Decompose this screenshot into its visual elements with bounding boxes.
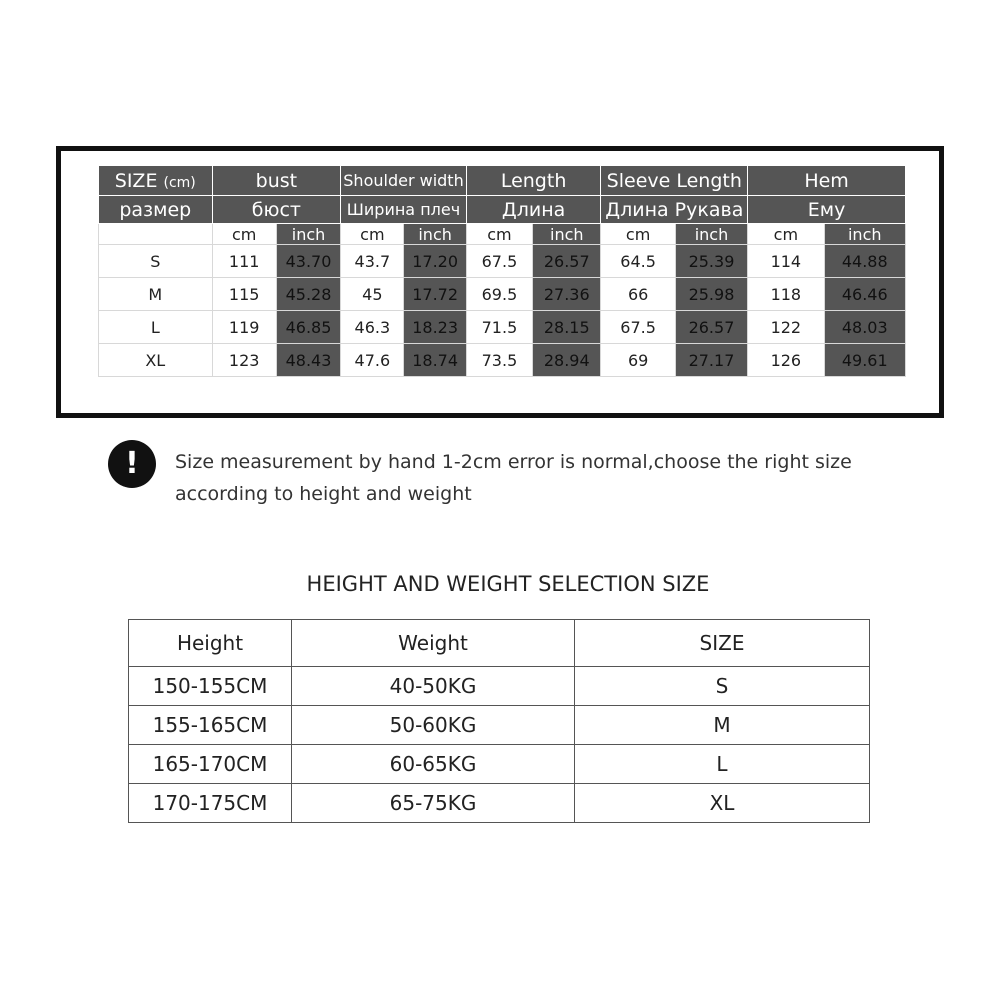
header-length-ru: Длина	[466, 196, 601, 224]
measurement-note	[108, 440, 938, 510]
value-cell: 71.5	[466, 311, 532, 344]
value-cell: 45	[341, 278, 404, 311]
value-cell: 118	[748, 278, 824, 311]
header-height: Height	[129, 620, 292, 667]
value-cell: 119	[212, 311, 276, 344]
note-text: Size measurement by hand 1-2cm error is normal,choose the right size according to height and weight	[175, 451, 852, 505]
weight-cell: 50-60KG	[292, 706, 575, 745]
unit-cm: cm	[748, 224, 824, 245]
header-shoulder-width-ru: Ширина плеч	[341, 196, 467, 224]
value-cell: 18.23	[404, 311, 466, 344]
value-cell: 26.57	[675, 311, 747, 344]
value-cell: 44.88	[824, 245, 905, 278]
value-cell: 48.03	[824, 311, 905, 344]
value-cell: 25.98	[675, 278, 747, 311]
value-cell: 28.15	[533, 311, 601, 344]
value-cell: 43.7	[341, 245, 404, 278]
weight-cell: 65-75KG	[292, 784, 575, 823]
value-cell: 126	[748, 344, 824, 377]
value-cell: 18.74	[404, 344, 466, 377]
size-cell: L	[575, 745, 870, 784]
size-chart-table	[98, 165, 906, 377]
value-cell: 48.43	[276, 344, 340, 377]
unit-cm: cm	[212, 224, 276, 245]
table-row	[129, 745, 870, 784]
size-cell: M	[575, 706, 870, 745]
header-size: SIZE (cm)	[99, 166, 213, 196]
value-cell: 67.5	[601, 311, 675, 344]
unit-blank	[99, 224, 213, 245]
value-cell: 17.20	[404, 245, 466, 278]
size-cell: S	[575, 667, 870, 706]
value-cell: 64.5	[601, 245, 675, 278]
unit-inch: inch	[824, 224, 905, 245]
value-cell: 27.17	[675, 344, 747, 377]
value-cell: 25.39	[675, 245, 747, 278]
size-label: XL	[99, 344, 213, 377]
unit-cm: cm	[466, 224, 532, 245]
value-cell: 46.85	[276, 311, 340, 344]
header-bust-ru: бюст	[212, 196, 341, 224]
header-sleeve-length: Sleeve Length	[601, 166, 748, 196]
value-cell: 46.3	[341, 311, 404, 344]
value-cell: 111	[212, 245, 276, 278]
size-label: M	[99, 278, 213, 311]
value-cell: 46.46	[824, 278, 905, 311]
height-cell: 150-155CM	[129, 667, 292, 706]
value-cell: 45.28	[276, 278, 340, 311]
value-cell: 115	[212, 278, 276, 311]
header-shoulder-width: Shoulder width	[341, 166, 467, 196]
header-sleeve-length-ru: Длина Рукава	[601, 196, 748, 224]
table-row	[129, 667, 870, 706]
value-cell: 69.5	[466, 278, 532, 311]
value-cell: 17.72	[404, 278, 466, 311]
value-cell: 114	[748, 245, 824, 278]
value-cell: 26.57	[533, 245, 601, 278]
value-cell: 47.6	[341, 344, 404, 377]
height-cell: 170-175CM	[129, 784, 292, 823]
weight-cell: 40-50KG	[292, 667, 575, 706]
section-title: HEIGHT AND WEIGHT SELECTION SIZE	[306, 572, 710, 596]
size-chart-frame	[56, 146, 944, 418]
exclamation-icon: !	[108, 440, 156, 488]
value-cell: 67.5	[466, 245, 532, 278]
header-hem: Hem	[748, 166, 906, 196]
unit-cm: cm	[341, 224, 404, 245]
header-size: SIZE	[575, 620, 870, 667]
height-weight-table	[128, 619, 870, 823]
unit-inch: inch	[675, 224, 747, 245]
value-cell: 69	[601, 344, 675, 377]
size-label: L	[99, 311, 213, 344]
table-row	[99, 311, 906, 344]
header-length: Length	[466, 166, 601, 196]
value-cell: 66	[601, 278, 675, 311]
table-row	[99, 245, 906, 278]
value-cell: 43.70	[276, 245, 340, 278]
value-cell: 123	[212, 344, 276, 377]
height-cell: 165-170CM	[129, 745, 292, 784]
table-row	[129, 784, 870, 823]
header-size-ru: размер	[99, 196, 213, 224]
value-cell: 28.94	[533, 344, 601, 377]
unit-inch: inch	[404, 224, 466, 245]
value-cell: 27.36	[533, 278, 601, 311]
header-bust: bust	[212, 166, 341, 196]
unit-cm: cm	[601, 224, 675, 245]
weight-cell: 60-65KG	[292, 745, 575, 784]
unit-inch: inch	[276, 224, 340, 245]
value-cell: 122	[748, 311, 824, 344]
header-weight: Weight	[292, 620, 575, 667]
table-row	[99, 278, 906, 311]
table-row	[99, 344, 906, 377]
value-cell: 49.61	[824, 344, 905, 377]
size-cell: XL	[575, 784, 870, 823]
value-cell: 73.5	[466, 344, 532, 377]
unit-inch: inch	[533, 224, 601, 245]
size-label: S	[99, 245, 213, 278]
height-cell: 155-165CM	[129, 706, 292, 745]
header-hem-ru: Ему	[748, 196, 906, 224]
table-row	[129, 706, 870, 745]
